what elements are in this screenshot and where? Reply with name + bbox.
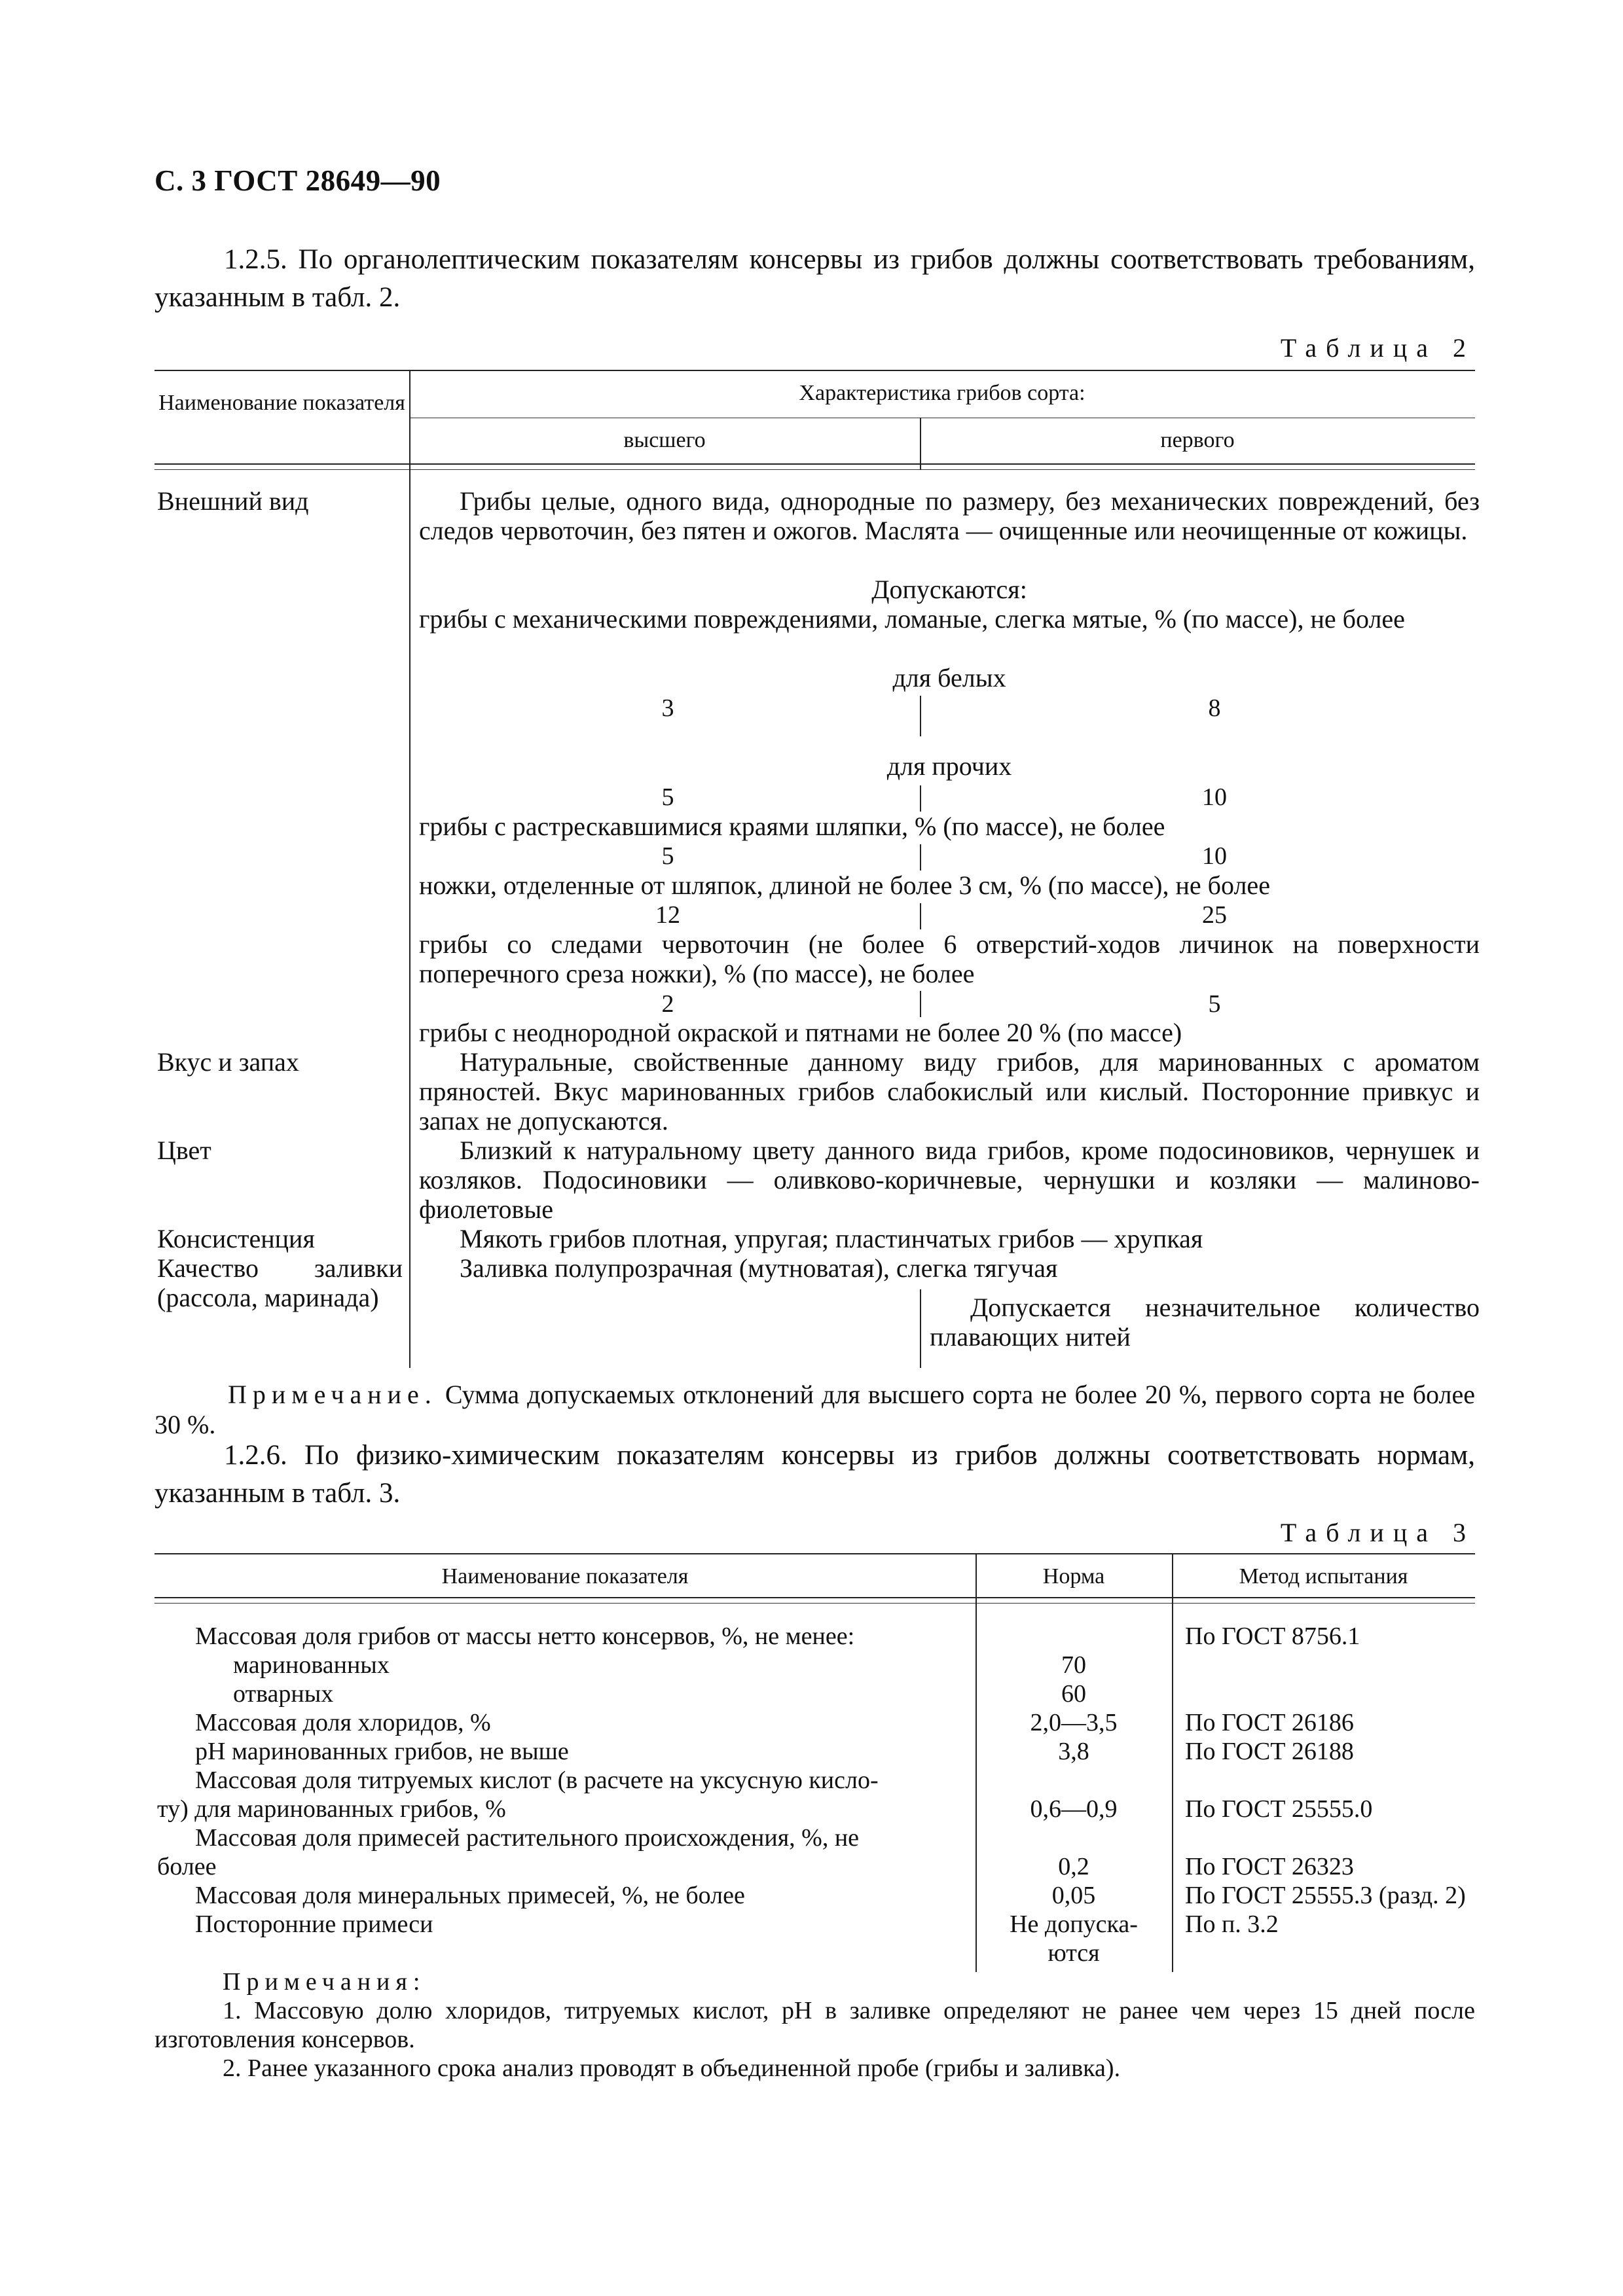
row-color-name: Цвет — [157, 1136, 211, 1165]
t3-row4-method: По ГОСТ 25555.0 — [1185, 1795, 1373, 1823]
table2-col-characteristic: Характеристика грибов сорта: — [799, 381, 1085, 405]
value-stems-first: 25 — [1202, 901, 1227, 929]
row-consistency-desc: Мякоть грибов плотная, упругая; пластинчатых грибов — хрупкая — [460, 1224, 1203, 1253]
row-appearance-desc: Грибы целые, одного вида, однородные по размеру, без механических повреждений, без следов червоточин, без пятен и ожогов. Маслята — очищенные или неочищенные от кожицы. — [419, 486, 1480, 545]
row-appearance-name: Внешний вид — [157, 486, 309, 516]
table3-col-norm: Норма — [1042, 1564, 1105, 1588]
t3-row1a-norm: 70 — [1061, 1651, 1086, 1679]
t3-row1-name: Массовая доля грибов от массы нетто консервов, %, не менее: — [195, 1623, 855, 1650]
row-appearance-damaged: грибы с механическими повреждениями, ломаные, слегка мятые, % (по массе), не более — [419, 604, 1405, 634]
value-white-high: 3 — [661, 694, 674, 722]
t3-row4-name-line1: Массовая доля титруемых кислот (в расчете на уксусную кисло- — [195, 1767, 879, 1794]
table3-notes-label: Примечания: — [223, 1968, 426, 1996]
t3-row6-name: Массовая доля минеральных примесей, %, не более — [195, 1882, 745, 1909]
t3-row2-method: По ГОСТ 26186 — [1185, 1709, 1354, 1736]
value-other-high: 5 — [661, 783, 674, 811]
t3-row4-norm: 0,6—0,9 — [1030, 1795, 1118, 1823]
table2-note-text: Сумма допускаемых отклонений для высшего сорта не более 20 %, первого сорта не более 30 %. — [155, 1380, 1475, 1439]
row-consistency-name: Консистенция — [157, 1224, 315, 1253]
table2-caption: Таблица 2 — [1280, 333, 1475, 363]
value-worm-first: 5 — [1208, 990, 1221, 1018]
row-color-desc: Близкий к натуральному цвету данного вида грибов, кроме подосиновиков, чернушек и козляков. Подосиновики — оливково-коричневые, чернушки и козляки — малиново-фиолетовые — [419, 1136, 1480, 1224]
row-appearance-for-other: для прочих — [886, 751, 1012, 781]
t3-row1b-norm: 60 — [1061, 1680, 1086, 1708]
row-fill-name-line1: Качество заливки — [157, 1253, 403, 1283]
t3-row6-method: По ГОСТ 25555.3 (разд. 2) — [1185, 1882, 1466, 1909]
table2-col-name: Наименование показателя — [158, 391, 405, 415]
value-worm-high: 2 — [661, 990, 674, 1018]
table2-col-high-grade: высшего — [623, 428, 706, 452]
t3-row1b-name: отварных — [233, 1680, 334, 1708]
row-fill-first-grade: Допускается незначительное количество плавающих нитей — [930, 1293, 1480, 1352]
row-appearance-cracked: грибы с растрескавшимися краями шляпки, % (по массе), не более — [419, 812, 1165, 841]
table3-note1: 1. Массовую долю хлоридов, титруемых кислот, рН в заливке определяют не ранее чем через 15 дней после изготовления консервов. — [155, 1997, 1475, 2053]
t3-row6-norm: 0,05 — [1051, 1882, 1096, 1909]
row-fill-name-line2: (рассола, маринада) — [157, 1283, 379, 1312]
table3-col-method: Метод испытания — [1239, 1564, 1408, 1588]
value-cracked-high: 5 — [661, 842, 674, 870]
paragraph-1-2-6: 1.2.6. По физико-химическим показателям консервы из грибов должны соответствовать нормам, указанным в табл. 3. — [155, 1440, 1475, 1509]
row-taste-name: Вкус и запах — [157, 1047, 299, 1077]
t3-row2-name: Массовая доля хлоридов, % — [195, 1709, 491, 1736]
value-white-first: 8 — [1208, 694, 1221, 722]
t3-row5-name-line2: более — [157, 1853, 217, 1880]
t3-row3-name: рН маринованных грибов, не выше — [195, 1738, 569, 1765]
t3-row2-norm: 2,0—3,5 — [1030, 1709, 1118, 1736]
t3-row5-norm: 0,2 — [1058, 1853, 1089, 1880]
value-other-first: 10 — [1202, 783, 1227, 811]
t3-row4-name-line2: ту) для маринованных грибов, % — [157, 1795, 506, 1823]
table3-caption: Таблица 3 — [1280, 1518, 1475, 1547]
t3-row1a-name: маринованных — [233, 1651, 390, 1679]
value-stems-high: 12 — [655, 901, 680, 929]
table2-note-label: Примечание. — [228, 1380, 437, 1409]
t3-row7-name: Посторонние примеси — [195, 1910, 433, 1938]
table3-note2: 2. Ранее указанного срока анализ проводят в объединенной пробе (грибы и заливка). — [223, 2054, 1121, 2082]
table2-col-first-grade: первого — [1160, 428, 1235, 452]
t3-row5-name-line1: Массовая доля примесей растительного происхождения, %, не — [195, 1824, 860, 1852]
row-appearance-allowed: Допускаются: — [871, 575, 1027, 604]
paragraph-1-2-5: 1.2.5. По органолептическим показателям консервы из грибов должны соответствовать требованиям, указанным в табл. 2. — [155, 244, 1475, 313]
t3-row5-method: По ГОСТ 26323 — [1185, 1853, 1354, 1880]
row-appearance-spots: грибы с неоднородной окраской и пятнами не более 20 % (по массе) — [419, 1018, 1182, 1047]
t3-row7-norm-line1: Не допуска- — [1010, 1910, 1138, 1938]
row-appearance-for-white: для белых — [892, 663, 1006, 692]
table3-col-name: Наименование показателя — [441, 1564, 689, 1588]
table2-note — [155, 1380, 1475, 1440]
value-cracked-first: 10 — [1202, 842, 1227, 870]
t3-row7-method: По п. 3.2 — [1185, 1910, 1279, 1938]
row-taste-desc: Натуральные, свойственные данному виду грибов, для маринованных с ароматом пряностей. Вкус маринованных грибов слабокислый или кислый. Посторонние привкус и запах не допускаются. — [419, 1047, 1480, 1136]
row-appearance-worm: грибы со следами червоточин (не более 6 отверстий-ходов личинок на поверхности поперечного среза ножки), % (по массе), не более — [419, 929, 1480, 988]
page-header: С. 3 ГОСТ 28649—90 — [155, 164, 441, 197]
t3-row7-norm-line2: ются — [1048, 1939, 1100, 1967]
row-appearance-stems: ножки, отделенные от шляпок, длиной не более 3 см, % (по массе), не более — [419, 870, 1270, 900]
t3-row1-method: По ГОСТ 8756.1 — [1185, 1623, 1360, 1650]
t3-row3-norm: 3,8 — [1058, 1738, 1089, 1765]
row-fill-desc: Заливка полупрозрачная (мутноватая), слегка тягучая — [460, 1253, 1058, 1283]
t3-row3-method: По ГОСТ 26188 — [1185, 1738, 1354, 1765]
